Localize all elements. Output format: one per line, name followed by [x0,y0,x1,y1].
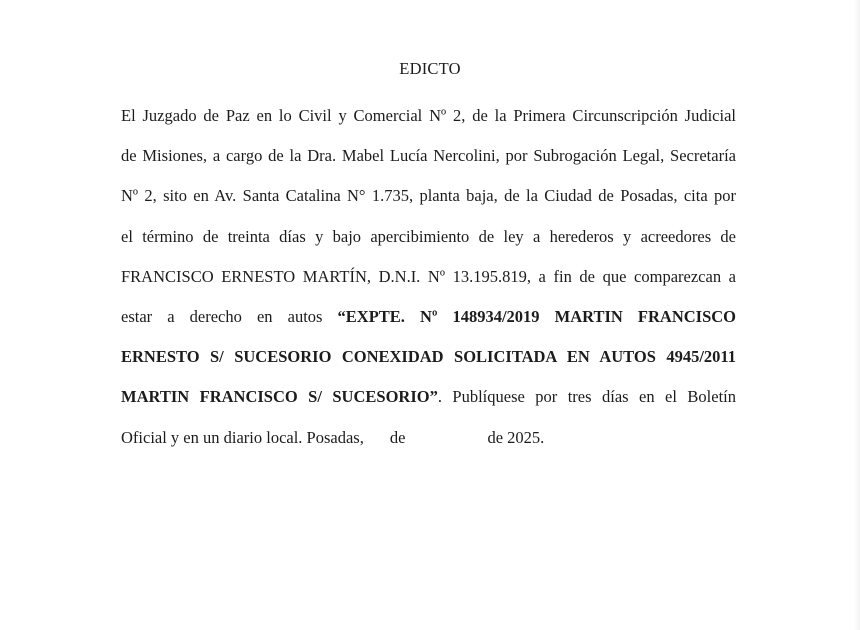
case-file-reference-part-3: MARTIN FRANCISCO S/ SUCESORIO” [121,387,438,407]
page-edge-shadow [854,0,860,630]
case-file-reference-part-1: “EXPTE. Nº 148934/2019 MARTIN FRANCISCO [337,307,736,327]
edict-line-6-prefix: estar a derecho en autos [121,307,338,327]
edict-line-8 [121,377,736,417]
edict-line-8-suffix: . Publíquese por tres días en el Boletín [437,387,736,407]
edict-line-9 [121,418,736,458]
edict-line-9-part-1: Oficial y en un diario local. Posadas, [121,427,364,447]
edict-line-4: el término de treinta días y bajo apercibimiento de ley a herederos y acreedores de [121,226,736,246]
edict-line-1: El Juzgado de Paz en lo Civil y Comercial Nº 2, de la Primera Circunscripción Judicial [121,106,736,125]
edict-line-5: FRANCISCO ERNESTO MARTÍN, D.N.I. Nº 13.195.819, a fin de que comparezcan a [121,266,736,286]
case-file-reference-part-2: ERNESTO S/ SUCESORIO CONEXIDAD SOLICITADA EN AUTOS 4945/2011 [121,347,736,367]
edict-body [121,96,736,458]
edict-line-9-part-3: de 2025. [487,427,545,447]
edict-line-9-part-2: de [389,427,406,447]
edict-line-6 [121,297,736,337]
document-title: EDICTO [399,59,461,78]
edict-line-2: de Misiones, a cargo de la Dra. Mabel Lucía Nercolini, por Subrogación Legal, Secretaría [121,146,736,166]
edict-line-3: Nº 2, sito en Av. Santa Catalina N° 1.735, planta baja, de la Ciudad de Posadas, cita por [121,186,736,206]
